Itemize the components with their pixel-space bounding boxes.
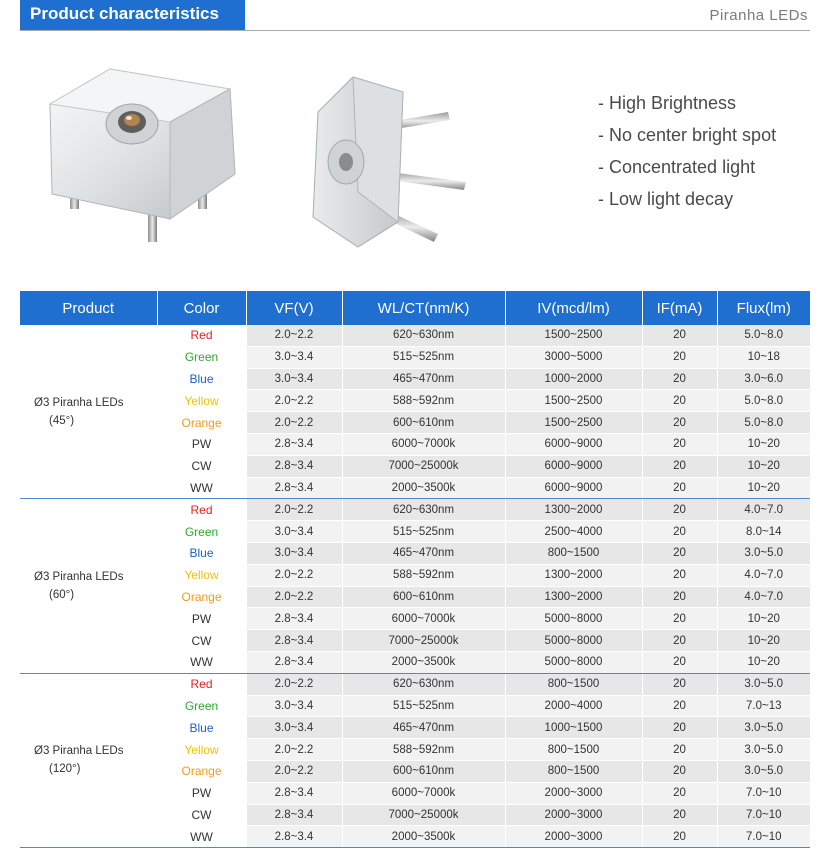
color-cell: Orange — [157, 412, 246, 434]
table-row — [20, 673, 810, 695]
flux-cell: 10~20 — [717, 630, 810, 652]
if-cell: 20 — [642, 368, 717, 390]
vf-cell: 2.8~3.4 — [246, 804, 342, 826]
if-cell: 20 — [642, 630, 717, 652]
wl-ct-cell: 600~610nm — [342, 586, 505, 608]
color-cell: Blue — [157, 368, 246, 390]
wl-ct-cell: 620~630nm — [342, 673, 505, 695]
flux-cell: 7.0~10 — [717, 826, 810, 848]
if-cell: 20 — [642, 455, 717, 477]
table-body — [20, 325, 810, 848]
flux-cell: 7.0~13 — [717, 695, 810, 717]
feature-list — [598, 92, 776, 220]
vf-cell: 2.0~2.2 — [246, 739, 342, 761]
vf-cell: 2.0~2.2 — [246, 673, 342, 695]
iv-cell: 800~1500 — [505, 760, 642, 782]
iv-cell: 1300~2000 — [505, 586, 642, 608]
color-cell: WW — [157, 826, 246, 848]
wl-ct-cell: 6000~7000k — [342, 433, 505, 455]
vf-cell: 2.0~2.2 — [246, 586, 342, 608]
wl-ct-cell: 2000~3500k — [342, 477, 505, 499]
col-header-wl-ct: WL/CT(nm/K) — [342, 291, 505, 325]
vf-cell: 3.0~3.4 — [246, 346, 342, 368]
color-cell: Red — [157, 325, 246, 346]
iv-cell: 2000~3000 — [505, 826, 642, 848]
if-cell: 20 — [642, 739, 717, 761]
iv-cell: 2000~3000 — [505, 782, 642, 804]
wl-ct-cell: 588~592nm — [342, 564, 505, 586]
iv-cell: 5000~8000 — [505, 608, 642, 630]
color-cell: Red — [157, 673, 246, 695]
section-title: Product characteristics — [20, 0, 245, 30]
flux-cell: 7.0~10 — [717, 782, 810, 804]
wl-ct-cell: 588~592nm — [342, 739, 505, 761]
flux-cell: 3.0~5.0 — [717, 673, 810, 695]
if-cell: 20 — [642, 412, 717, 434]
if-cell: 20 — [642, 346, 717, 368]
if-cell: 20 — [642, 608, 717, 630]
wl-ct-cell: 7000~25000k — [342, 630, 505, 652]
iv-cell: 6000~9000 — [505, 477, 642, 499]
table-row — [20, 499, 810, 521]
color-cell: Green — [157, 695, 246, 717]
wl-ct-cell: 2000~3500k — [342, 826, 505, 848]
flux-cell: 4.0~7.0 — [717, 586, 810, 608]
color-cell: Green — [157, 346, 246, 368]
vf-cell: 3.0~3.4 — [246, 368, 342, 390]
flux-cell: 4.0~7.0 — [717, 564, 810, 586]
iv-cell: 2000~3000 — [505, 804, 642, 826]
iv-cell: 2000~4000 — [505, 695, 642, 717]
wl-ct-cell: 620~630nm — [342, 499, 505, 521]
flux-cell: 3.0~5.0 — [717, 717, 810, 739]
if-cell: 20 — [642, 673, 717, 695]
wl-ct-cell: 620~630nm — [342, 325, 505, 346]
flux-cell: 4.0~7.0 — [717, 499, 810, 521]
vf-cell: 2.0~2.2 — [246, 499, 342, 521]
if-cell: 20 — [642, 651, 717, 673]
flux-cell: 8.0~14 — [717, 521, 810, 543]
col-header-iv: IV(mcd/lm) — [505, 291, 642, 325]
wl-ct-cell: 6000~7000k — [342, 782, 505, 804]
iv-cell: 1300~2000 — [505, 499, 642, 521]
iv-cell: 1000~2000 — [505, 368, 642, 390]
vf-cell: 2.0~2.2 — [246, 760, 342, 782]
if-cell: 20 — [642, 542, 717, 564]
vf-cell: 2.8~3.4 — [246, 433, 342, 455]
if-cell: 20 — [642, 433, 717, 455]
beam-angle: (60°) — [49, 589, 75, 602]
wl-ct-cell: 465~470nm — [342, 368, 505, 390]
feature-item: - High Brightness — [598, 93, 737, 113]
wl-ct-cell: 588~592nm — [342, 390, 505, 412]
col-header-product: Product — [20, 291, 157, 325]
if-cell: 20 — [642, 760, 717, 782]
iv-cell: 800~1500 — [505, 739, 642, 761]
vf-cell: 2.8~3.4 — [246, 826, 342, 848]
color-cell: Orange — [157, 760, 246, 782]
flux-cell: 10~18 — [717, 346, 810, 368]
iv-cell: 1500~2500 — [505, 412, 642, 434]
col-header-if: IF(mA) — [642, 291, 717, 325]
vf-cell: 2.0~2.2 — [246, 325, 342, 346]
product-group-cell — [20, 325, 157, 499]
if-cell: 20 — [642, 804, 717, 826]
wl-ct-cell: 465~470nm — [342, 717, 505, 739]
beam-angle: (120°) — [49, 763, 81, 776]
product-name: Ø3 Piranha LEDs — [34, 571, 124, 584]
color-cell: PW — [157, 608, 246, 630]
col-header-flux: Flux(lm) — [717, 291, 810, 325]
wl-ct-cell: 2000~3500k — [342, 651, 505, 673]
vf-cell: 3.0~3.4 — [246, 717, 342, 739]
wl-ct-cell: 515~525nm — [342, 521, 505, 543]
color-cell: CW — [157, 455, 246, 477]
wl-ct-cell: 7000~25000k — [342, 804, 505, 826]
col-header-vf: VF(V) — [246, 291, 342, 325]
iv-cell: 800~1500 — [505, 542, 642, 564]
if-cell: 20 — [642, 586, 717, 608]
wl-ct-cell: 6000~7000k — [342, 608, 505, 630]
vf-cell: 2.8~3.4 — [246, 608, 342, 630]
vf-cell: 2.8~3.4 — [246, 477, 342, 499]
product-group-cell — [20, 673, 157, 847]
flux-cell: 5.0~8.0 — [717, 412, 810, 434]
feature-item: - No center bright spot — [598, 125, 777, 145]
if-cell: 20 — [642, 695, 717, 717]
color-cell: Yellow — [157, 390, 246, 412]
if-cell: 20 — [642, 477, 717, 499]
iv-cell: 2500~4000 — [505, 521, 642, 543]
feature-item: - Concentrated light — [598, 157, 756, 177]
color-cell: WW — [157, 477, 246, 499]
feature-item: - Low light decay — [598, 189, 734, 209]
beam-angle: (45°) — [49, 414, 75, 427]
product-name: Ø3 Piranha LEDs — [34, 396, 124, 409]
color-cell: PW — [157, 782, 246, 804]
iv-cell: 1300~2000 — [505, 564, 642, 586]
vf-cell: 3.0~3.4 — [246, 521, 342, 543]
color-cell: Yellow — [157, 739, 246, 761]
product-group-cell — [20, 499, 157, 673]
if-cell: 20 — [642, 564, 717, 586]
table-row — [20, 325, 810, 346]
flux-cell: 5.0~8.0 — [717, 325, 810, 346]
flux-cell: 3.0~5.0 — [717, 760, 810, 782]
flux-cell: 5.0~8.0 — [717, 390, 810, 412]
if-cell: 20 — [642, 782, 717, 804]
table-header-row — [20, 291, 810, 325]
vf-cell: 3.0~3.4 — [246, 542, 342, 564]
vf-cell: 2.0~2.2 — [246, 412, 342, 434]
color-cell: CW — [157, 804, 246, 826]
color-cell: Orange — [157, 586, 246, 608]
color-cell: Green — [157, 521, 246, 543]
spec-table — [20, 291, 810, 848]
wl-ct-cell: 600~610nm — [342, 412, 505, 434]
product-name: Ø3 Piranha LEDs — [34, 745, 124, 758]
vf-cell: 3.0~3.4 — [246, 695, 342, 717]
vf-cell: 2.8~3.4 — [246, 651, 342, 673]
vf-cell: 2.8~3.4 — [246, 782, 342, 804]
if-cell: 20 — [642, 717, 717, 739]
if-cell: 20 — [642, 499, 717, 521]
color-cell: PW — [157, 433, 246, 455]
wl-ct-cell: 600~610nm — [342, 760, 505, 782]
flux-cell: 10~20 — [717, 608, 810, 630]
flux-cell: 10~20 — [717, 433, 810, 455]
flux-cell: 3.0~6.0 — [717, 368, 810, 390]
led-front-photo — [40, 44, 245, 254]
iv-cell: 800~1500 — [505, 673, 642, 695]
flux-cell: 10~20 — [717, 455, 810, 477]
led-side-photo — [298, 72, 478, 252]
if-cell: 20 — [642, 826, 717, 848]
flux-cell: 3.0~5.0 — [717, 542, 810, 564]
flux-cell: 7.0~10 — [717, 804, 810, 826]
vf-cell: 2.0~2.2 — [246, 390, 342, 412]
vf-cell: 2.8~3.4 — [246, 630, 342, 652]
color-cell: Blue — [157, 717, 246, 739]
iv-cell: 3000~5000 — [505, 346, 642, 368]
color-cell: Blue — [157, 542, 246, 564]
col-header-color: Color — [157, 291, 246, 325]
if-cell: 20 — [642, 521, 717, 543]
flux-cell: 3.0~5.0 — [717, 739, 810, 761]
iv-cell: 6000~9000 — [505, 433, 642, 455]
vf-cell: 2.0~2.2 — [246, 564, 342, 586]
flux-cell: 10~20 — [717, 477, 810, 499]
if-cell: 20 — [642, 325, 717, 346]
wl-ct-cell: 515~525nm — [342, 695, 505, 717]
iv-cell: 1500~2500 — [505, 390, 642, 412]
color-cell: Yellow — [157, 564, 246, 586]
wl-ct-cell: 7000~25000k — [342, 455, 505, 477]
iv-cell: 5000~8000 — [505, 651, 642, 673]
header-divider — [20, 30, 810, 31]
color-cell: WW — [157, 651, 246, 673]
iv-cell: 1000~1500 — [505, 717, 642, 739]
wl-ct-cell: 465~470nm — [342, 542, 505, 564]
color-cell: CW — [157, 630, 246, 652]
iv-cell: 6000~9000 — [505, 455, 642, 477]
if-cell: 20 — [642, 390, 717, 412]
color-cell: Red — [157, 499, 246, 521]
flux-cell: 10~20 — [717, 651, 810, 673]
wl-ct-cell: 515~525nm — [342, 346, 505, 368]
category-label: Piranha LEDs — [709, 7, 808, 24]
iv-cell: 5000~8000 — [505, 630, 642, 652]
iv-cell: 1500~2500 — [505, 325, 642, 346]
vf-cell: 2.8~3.4 — [246, 455, 342, 477]
